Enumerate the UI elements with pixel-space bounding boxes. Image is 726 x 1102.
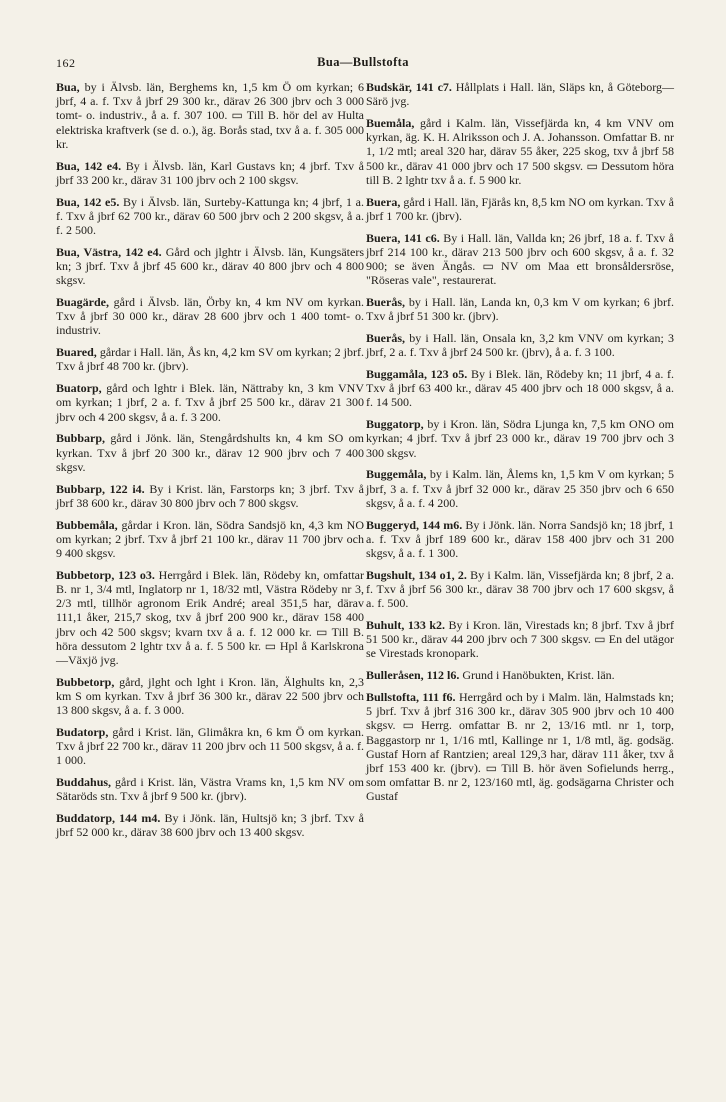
entry-text: By i Jönk. län, Hultsjö kn; 3 jbrf. Txv å jbrf 52 000 kr., därav 38 600 jbrv och 13 400 skgsv.: [56, 811, 364, 840]
entry-headword: Buggamåla, 123 o5.: [366, 367, 468, 382]
entry-headword: Budskär, 141 c7.: [366, 80, 452, 94]
gazetteer-entry: [56, 381, 364, 424]
gazetteer-entry: [366, 231, 674, 288]
entry-text: gård i Krist. län, Västra Vrams kn, 1,5 km NV om Sätaröds stn. Txv å jbrf 9 500 kr. (jbrv).: [56, 775, 365, 804]
entry-text: Hållplats i Hall. län, Släps kn, å Göteborg—Särö jvg.: [366, 80, 675, 109]
entry-headword: Bubbarp, 122 i4.: [56, 481, 145, 496]
gazetteer-entry: [366, 80, 674, 108]
entry-headword: Buhult, 133 k2.: [366, 618, 446, 633]
entry-text: Herrgård och by i Malm. län, Halmstads kn; 5 jbrf. Txv å jbrf 316 300 kr., därav 305 900 jbrv och 10 400 skgsv. ▭ Herrg. omfattar B. nr 2, 13/16 mtl. nr 1, torp, Baggastorp nr 1, 1/16 mtl, Kallinge nr 1, 1/8 mtl, äg. godsäg. Gustaf Horn af Rantzien; areal 129,3 har, därav 111 åker, txv å jbrf 153 400 kr. (jbrv). ▭ Till B. hör även Sofielunds herrg., som omfattar B. nr 2, 123/160 mtl, äg. godsägarna Christer och Gustaf: [366, 690, 675, 804]
entry-text: By i Älvsb. län, Karl Gustavs kn; 4 jbrf. Txv å jbrf 33 200 kr., därav 31 100 jbrv och 2 100 skgsv.: [56, 158, 364, 187]
entry-headword: Bugshult, 134 o1, 2.: [366, 567, 467, 582]
gazetteer-entry: [56, 518, 364, 561]
gazetteer-entry: [366, 295, 674, 323]
entry-headword: Buerås,: [366, 295, 405, 310]
entry-headword: Buatorp,: [56, 381, 102, 396]
entry-text: By i Jönk. län. Norra Sandsjö kn; 18 jbrf, 1 a. f. Txv å jbrf 189 600 kr., därav 158 400 jbrv och 31 200 skgsv, å a. f. 1 300.: [366, 517, 674, 561]
entry-headword: Bubbemåla,: [56, 517, 118, 532]
gazetteer-entry: [56, 431, 364, 474]
gazetteer-entry: [56, 725, 364, 768]
entry-headword: Bubbetorp, 123 o3.: [56, 567, 155, 582]
entry-headword: Bubbarp,: [56, 431, 106, 446]
entry-text: By i Kalm. län, Vissefjärda kn; 8 jbrf, 2 a. f. Txv å jbrf 56 300 kr., därav 38 700 jbrv och 17 600 skgsv, å a. f. 500.: [366, 567, 674, 611]
gazetteer-entry: [56, 482, 364, 510]
gazetteer-entry: [366, 116, 674, 187]
entry-headword: Buagärde,: [56, 295, 110, 310]
entry-text: gård och lghtr i Blek. län, Nättraby kn, 3 km VNV om kyrkan; 1 jbrf, 2 a. f. Txv å jbrf 25 500 kr., därav 21 300 jbrv och 4 200 skgsv, å a. f. 3 200.: [56, 381, 365, 424]
entry-text: gård i Kalm. län, Vissefjärda kn, 4 km VNV om kyrkan, äg. K. H. Alriksson och J. A. Johansson. Omfattar B. nr 1, 1/2 mtl; areal 320 har, därav 55 åker, 225 skog, txv å jbrf 58 500 kr., därav 41 000 jbrv och 17 500 skgsv. ▭ Dessutom höra till B. 2 lghtr txv å a. f. 5 900 kr.: [366, 116, 675, 187]
entry-text: by i Hall. län, Landa kn, 0,3 km V om kyrkan; 6 jbrf. Txv å jbrf 51 300 kr. (jbrv).: [366, 295, 674, 324]
gazetteer-entry: [56, 811, 364, 839]
entry-text: gård i Älvsb. län, Örby kn, 4 km NV om kyrkan. Txv å jbrf 30 000 kr., därav 28 600 jbrv och 1 400 tomt- o. industriv.: [56, 295, 364, 338]
entry-text: gård i Krist. län, Glimåkra kn, 6 km Ö om kyrkan. Txv å jbrf 22 700 kr., därav 11 200 jbrv och 11 500 skgsv, å a. f. 1 000.: [56, 725, 364, 768]
gazetteer-entry: [366, 367, 674, 410]
gazetteer-entry: [56, 675, 364, 718]
entry-text: By i Älvsb. län, Surteby-Kattunga kn; 4 jbrf, 1 a. f. Txv å jbrf 62 700 kr., därav 60 500 jbrv och 2 200 skgsv, å a. f. 2 500.: [56, 194, 364, 238]
entry-text: By i Hall. län, Vallda kn; 26 jbrf, 18 a. f. Txv å jbrf 214 100 kr., därav 213 500 jbrv och 600 skgsv, å a. f. 32 900; se även Ängås. ▭ NV om Maa ett bronsåldersröse, "Röseras vale", restaurerat.: [366, 230, 675, 288]
entry-text: by i Kron. län, Södra Ljunga kn, 7,5 km ONO om kyrkan; 4 jbrf. Txv å jbrf 23 000 kr., därav 19 700 jbrv och 3 300 skgsv.: [366, 417, 675, 460]
entry-text: gård i Hall. län, Fjärås kn, 8,5 km NO om kyrkan. Txv å jbrf 1 700 kr. (jbrv).: [366, 194, 674, 223]
entry-headword: Bullstofta, 111 f6.: [366, 690, 456, 705]
gazetteer-entry: [56, 159, 364, 187]
gazetteer-entry: [366, 618, 674, 661]
entry-text: Gård och jlghtr i Älvsb. län, Kungsäters kn; 3 jbrf. Txv å jbrf 45 600 kr., därav 40 800 jbrv och 4 800 skgsv.: [56, 244, 364, 288]
entry-headword: Budatorp,: [56, 725, 109, 740]
entry-text: by i Kalm. län, Ålems kn, 1,5 km V om kyrkan; 5 jbrf, 3 a. f. Txv å jbrf 32 000 kr., därav 25 350 jbrv och 6 650 skgsv, å a. f. 4 200.: [366, 467, 675, 510]
entry-text: Grund i Hanöbukten, Krist. län.: [462, 668, 615, 683]
entry-text: by i Älvsb. län, Berghems kn, 1,5 km Ö om kyrkan; 6 jbrf, 4 a. f. Txv å jbrf 29 300 kr., därav 26 300 jbrv och 3 000 tomt- o. industriv., å a. f. 307 100. ▭ Till B. hör del av Hulta elektriska kraftverk (se d. o.), äg. Borås stad, txv å a. f. 305 000 kr.: [56, 80, 365, 151]
entry-headword: Bua, 142 e4.: [56, 158, 122, 173]
entry-headword: Buddatorp, 144 m4.: [56, 811, 161, 826]
entry-headword: Buemåla,: [366, 116, 415, 130]
entry-headword: Buera, 141 c6.: [366, 230, 440, 245]
gazetteer-entry: [56, 295, 364, 338]
entry-headword: Buggeryd, 144 m6.: [366, 517, 463, 532]
gazetteer-entry: [366, 331, 674, 359]
right-column: [366, 80, 674, 811]
gazetteer-entry: [56, 345, 364, 373]
gazetteer-entry: [56, 195, 364, 238]
entry-headword: Buared,: [56, 345, 97, 360]
entry-text: By i Blek. län, Rödeby kn; 11 jbrf, 4 a. f. Txv å jbrf 63 400 kr., därav 45 400 jbrv och 18 000 skgsv, å a. f. 14 500.: [366, 367, 675, 410]
entry-text: gård, jlght och lght i Kron. län, Älghults kn, 2,3 km S om kyrkan. Txv å jbrf 36 300 kr., därav 22 500 jbrv och 13 800 skgsv, å a. f. 3 000.: [56, 674, 365, 718]
entry-headword: Bulleråsen, 112 l6.: [366, 668, 460, 683]
gazetteer-entry: [366, 518, 674, 561]
gazetteer-entry: [366, 417, 674, 460]
gazetteer-entry: [366, 568, 674, 611]
entry-text: By i Krist. län, Farstorps kn; 3 jbrf. Txv å jbrf 38 600 kr., därav 30 800 jbrv och 7 800 skgsv.: [56, 481, 364, 510]
gazetteer-entry: [366, 690, 674, 804]
gazetteer-entry: [56, 775, 364, 803]
entry-text: Herrgård i Blek. län, Rödeby kn, omfattar B. nr 1, 3/4 mtl, Inglatorp nr 1, 18/32 mtl, Västra Rödeby nr 3, 2/3 mtl, tillhör agronom Erik André; areal 351,5 har, därav 111,1 åker, 215,7 skog, txv å jbrf 200 900 kr., därav 158 400 jbrv och 42 500 skgsv; kvarn txv å a. f. 12 000 kr. ▭ Till B. höra dessutom 2 lghtr txv å a. f. 5 500 kr. ▭ Hpl å Karlskrona—Växjö jvg.: [56, 567, 365, 668]
entry-headword: Bua, 142 e5.: [56, 194, 120, 209]
entry-text: By i Kron. län, Virestads kn; 8 jbrf. Txv å jbrf 51 500 kr., därav 44 200 jbrv och 7 300 skgsv. ▭ En del utägor se Virestads kronopark.: [366, 618, 674, 661]
gazetteer-entry: [56, 245, 364, 288]
running-head: Bua—Bullstofta: [317, 55, 409, 69]
entry-headword: Buerås,: [366, 331, 405, 346]
page-number: 162: [56, 56, 76, 70]
entry-headword: Buera,: [366, 194, 401, 209]
gazetteer-entry: [56, 80, 364, 151]
entry-headword: Bua,: [56, 80, 80, 94]
left-column: [56, 80, 364, 847]
gazetteer-entry: [366, 668, 674, 682]
entry-text: by i Hall. län, Onsala kn, 3,2 km VNV om kyrkan; 3 jbrf, 2 a. f. Txv å jbrf 24 500 kr. (jbrv), å a. f. 3 100.: [366, 331, 675, 360]
gazetteer-entry: [366, 467, 674, 510]
entry-headword: Buggatorp,: [366, 417, 424, 432]
gazetteer-entry: [366, 195, 674, 223]
entry-headword: Bubbetorp,: [56, 674, 115, 689]
entry-text: gårdar i Kron. län, Södra Sandsjö kn, 4,3 km NO om kyrkan; 2 jbrf. Txv å jbrf 21 100 kr., därav 11 700 jbrv och 9 400 skgsv.: [56, 517, 365, 561]
entry-text: gårdar i Hall. län, Ås kn, 4,2 km SV om kyrkan; 2 jbrf. Txv å jbrf 48 700 kr. (jbrv).: [56, 345, 364, 374]
entry-text: gård i Jönk. län, Stengårdshults kn, 4 km SO om kyrkan. Txv å jbrf 20 300 kr., därav 12 900 jbrv och 7 400 skgsv.: [56, 431, 365, 474]
entry-headword: Bua, Västra, 142 e4.: [56, 244, 162, 259]
entry-headword: Buddahus,: [56, 775, 112, 790]
entry-headword: Buggemåla,: [366, 467, 427, 482]
gazetteer-entry: [56, 568, 364, 667]
